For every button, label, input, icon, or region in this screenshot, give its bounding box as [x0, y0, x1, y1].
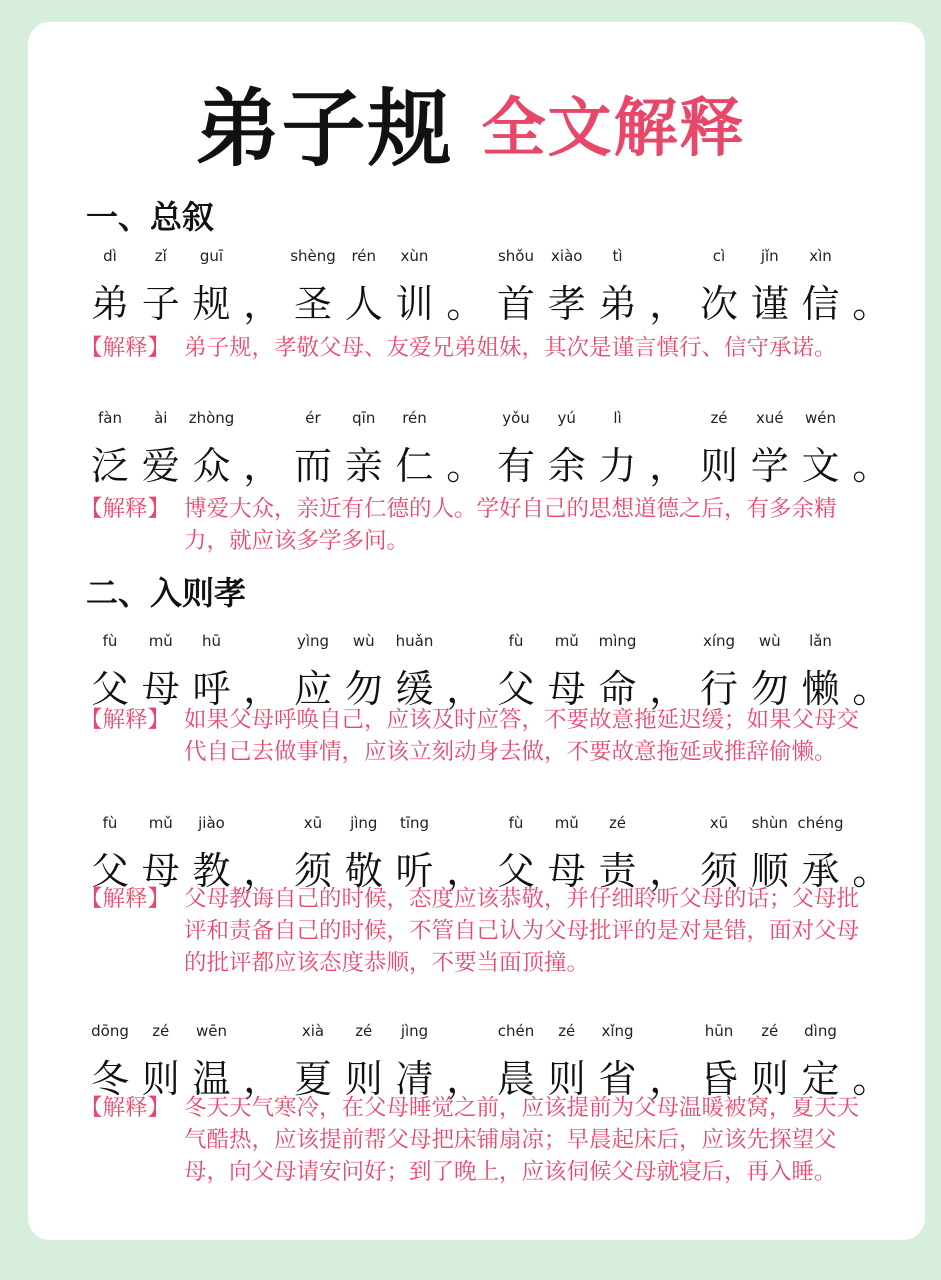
hanzi: 母: [141, 849, 180, 893]
pinyin: mìng: [598, 632, 637, 650]
hanzi: 仁: [395, 444, 434, 488]
pinyin: [237, 812, 287, 834]
pinyin: [846, 630, 896, 652]
verse-char-cell: [85, 245, 135, 329]
explanation: [80, 493, 880, 557]
hanzi: 命: [598, 667, 637, 711]
pinyin: mǔ: [148, 632, 173, 650]
verse-char-cell: [237, 245, 287, 329]
pinyin: huǎn: [395, 632, 434, 650]
pinyin: mǔ: [554, 632, 579, 650]
verse-char-cell: [846, 630, 896, 714]
verse-char-cell: [796, 630, 846, 714]
explanation-label: 【解释】: [80, 886, 171, 912]
pinyin: fù: [102, 632, 118, 650]
hanzi: 爱: [141, 444, 180, 488]
verse-char-cell: [643, 630, 693, 714]
hanzi: 须: [699, 849, 738, 893]
pinyin: zé: [761, 1022, 779, 1040]
pinyin: chéng: [797, 814, 844, 832]
pinyin: hūn: [704, 1022, 734, 1040]
hanzi: 晨: [496, 1057, 535, 1101]
pinyin: xùn: [400, 247, 429, 265]
verse-char-cell: [694, 630, 744, 714]
pinyin: shèng: [290, 247, 336, 265]
hanzi: ，: [243, 849, 282, 893]
hanzi: 教: [192, 849, 231, 893]
explanation-text: 冬天天气寒冷，在父母睡觉之前，应该提前为父母温暖被窝，夏天天气酷热，应该提前帮父母把床铺扇凉；早晨起床后，应该先探望父母，向父母请安问好；到了晚上，应该伺候父母就寝后，再入睡。: [184, 1095, 860, 1185]
verse-char-cell: [85, 630, 135, 714]
verse-char-cell: [390, 407, 440, 491]
pinyin: shùn: [751, 814, 788, 832]
pinyin: [643, 630, 693, 652]
hanzi: 行: [699, 667, 738, 711]
explanation-text: 博爱大众，亲近有仁德的人。学好自己的思想道德之后，有多余精力，就应该多学多问。: [184, 496, 837, 554]
pinyin: [237, 1020, 287, 1042]
pinyin: yìng: [296, 632, 330, 650]
explanation: [80, 883, 880, 979]
hanzi: ，: [243, 444, 282, 488]
pinyin: dìng: [804, 1022, 837, 1040]
verse-line: [85, 630, 897, 710]
pinyin: [440, 1020, 490, 1042]
pinyin: wén: [804, 409, 836, 427]
pinyin: qīn: [352, 409, 376, 427]
verse-char-cell: [390, 245, 440, 329]
explanation-label: 【解释】: [80, 1095, 171, 1121]
hanzi: ，: [649, 667, 688, 711]
pinyin: [643, 245, 693, 267]
hanzi: 首: [496, 282, 535, 326]
verse-char-cell: [745, 245, 795, 329]
pinyin: xìn: [809, 247, 832, 265]
pinyin: fù: [508, 814, 524, 832]
section-heading: 二、入则孝: [86, 574, 247, 612]
verse-char-cell: [694, 407, 744, 491]
verse-char-cell: [288, 407, 338, 491]
hanzi: 定: [801, 1057, 840, 1101]
pinyin: [846, 812, 896, 834]
hanzi: 则: [141, 1057, 180, 1101]
pinyin: wù: [758, 632, 781, 650]
verse-char-cell: [643, 407, 693, 491]
pinyin: xià: [301, 1022, 325, 1040]
hanzi: 呼: [192, 667, 231, 711]
page-title: [0, 62, 941, 183]
verse-char-cell: [288, 630, 338, 714]
pinyin: jìng: [400, 1022, 429, 1040]
verse-char-cell: [187, 630, 237, 714]
hanzi: 母: [547, 667, 586, 711]
hanzi: 则: [344, 1057, 383, 1101]
explanation-label: 【解释】: [80, 335, 171, 361]
pinyin: mǔ: [148, 814, 173, 832]
hanzi: 力: [598, 444, 637, 488]
pinyin: [440, 407, 490, 429]
pinyin: rén: [402, 409, 427, 427]
verse-line: [85, 1020, 897, 1100]
hanzi: 学: [750, 444, 789, 488]
hanzi: 顺: [750, 849, 789, 893]
verse-char-cell: [288, 245, 338, 329]
pinyin: dōng: [91, 1022, 129, 1040]
verse-line: [85, 245, 897, 325]
pinyin: [643, 1020, 693, 1042]
hanzi: 弟: [90, 282, 129, 326]
verse-char-cell: [339, 407, 389, 491]
verse-char-cell: [440, 630, 490, 714]
verse-char-cell: [745, 630, 795, 714]
hanzi: 母: [141, 667, 180, 711]
verse-char-cell: [846, 407, 896, 491]
hanzi: 夏: [293, 1057, 332, 1101]
hanzi: ，: [649, 849, 688, 893]
explanation: [80, 704, 880, 768]
pinyin: [846, 245, 896, 267]
hanzi: 母: [547, 849, 586, 893]
verse-char-cell: [187, 245, 237, 329]
pinyin: lǎn: [809, 632, 832, 650]
hanzi: ，: [649, 444, 688, 488]
hanzi: ，: [446, 1057, 485, 1101]
verse-line: [85, 407, 897, 487]
hanzi: ，: [649, 282, 688, 326]
hanzi: 责: [598, 849, 637, 893]
hanzi: 父: [90, 849, 129, 893]
pinyin: guī: [199, 247, 224, 265]
pinyin: [237, 630, 287, 652]
pinyin: fàn: [98, 409, 122, 427]
hanzi: 冬: [90, 1057, 129, 1101]
hanzi: 勿: [344, 667, 383, 711]
hanzi: 。: [852, 444, 891, 488]
verse-char-cell: [593, 407, 643, 491]
hanzi: 则: [699, 444, 738, 488]
explanation-text: 父母教诲自己的时候，态度应该恭敬，并仔细聆听父母的话；父母批评和责备自己的时候，不管自己认为父母批评的是对是错，面对父母的批评都应该态度恭顺，不要当面顶撞。: [184, 886, 860, 976]
verse-char-cell: [593, 630, 643, 714]
hanzi: ，: [243, 1057, 282, 1101]
hanzi: 有: [496, 444, 535, 488]
hanzi: 凊: [395, 1057, 434, 1101]
pinyin: ér: [305, 409, 321, 427]
pinyin: wù: [352, 632, 375, 650]
explanation-text: 如果父母呼唤自己，应该及时应答，不要故意拖延迟缓；如果父母交代自己去做事情，应该立刻动身去做，不要故意拖延或推辞偷懒。: [184, 707, 860, 765]
hanzi: 应: [293, 667, 332, 711]
pinyin: [846, 407, 896, 429]
verse-line: [85, 812, 897, 892]
pinyin: mǔ: [554, 814, 579, 832]
pinyin: yú: [557, 409, 576, 427]
hanzi: 缓: [395, 667, 434, 711]
pinyin: [643, 812, 693, 834]
hanzi: 温: [192, 1057, 231, 1101]
title-main: 弟子规: [195, 80, 454, 178]
verse-char-cell: [390, 630, 440, 714]
verse-char-cell: [491, 245, 541, 329]
pinyin: xū: [303, 814, 323, 832]
pinyin: jiào: [198, 814, 225, 832]
verse-char-cell: [136, 245, 186, 329]
pinyin: rén: [351, 247, 377, 265]
pinyin: fù: [102, 814, 118, 832]
hanzi: 众: [192, 444, 231, 488]
hanzi: 懒: [801, 667, 840, 711]
pinyin: zé: [558, 1022, 576, 1040]
pinyin: dì: [103, 247, 117, 265]
pinyin: [846, 1020, 896, 1042]
pinyin: ài: [154, 409, 168, 427]
pinyin: shǒu: [497, 247, 534, 265]
pinyin: lì: [613, 409, 622, 427]
hanzi: 余: [547, 444, 586, 488]
hanzi: 省: [598, 1057, 637, 1101]
pinyin: zé: [355, 1022, 373, 1040]
hanzi: 圣: [293, 282, 332, 326]
verse-char-cell: [796, 245, 846, 329]
pinyin: wēn: [195, 1022, 227, 1040]
pinyin: [643, 407, 693, 429]
hanzi: 弟: [598, 282, 637, 326]
verse-char-cell: [593, 245, 643, 329]
hanzi: 信: [801, 282, 840, 326]
hanzi: 文: [801, 444, 840, 488]
hanzi: 须: [293, 849, 332, 893]
pinyin: xǐng: [601, 1022, 634, 1040]
hanzi: 承: [801, 849, 840, 893]
pinyin: zé: [152, 1022, 170, 1040]
pinyin: zé: [608, 814, 627, 832]
hanzi: 。: [446, 444, 485, 488]
hanzi: 而: [293, 444, 332, 488]
hanzi: 子: [141, 282, 180, 326]
hanzi: ，: [446, 849, 485, 893]
pinyin: yǒu: [502, 409, 530, 427]
explanation: [80, 1092, 880, 1188]
hanzi: 听: [395, 849, 434, 893]
hanzi: 则: [750, 1057, 789, 1101]
hanzi: 规: [192, 282, 231, 326]
verse-char-cell: [542, 630, 592, 714]
explanation: [80, 332, 880, 364]
pinyin: cì: [712, 247, 726, 265]
verse-char-cell: [136, 630, 186, 714]
pinyin: tì: [612, 247, 623, 265]
verse-char-cell: [440, 245, 490, 329]
verse-char-cell: [542, 245, 592, 329]
pinyin: xíng: [702, 632, 736, 650]
hanzi: 泛: [90, 444, 129, 488]
hanzi: 昏: [699, 1057, 738, 1101]
pinyin: [440, 812, 490, 834]
verse-char-cell: [136, 407, 186, 491]
pinyin: [237, 245, 287, 267]
hanzi: ，: [243, 667, 282, 711]
hanzi: 敬: [344, 849, 383, 893]
verse-char-cell: [237, 630, 287, 714]
hanzi: 。: [852, 667, 891, 711]
explanation-label: 【解释】: [80, 707, 171, 733]
hanzi: 次: [699, 282, 738, 326]
hanzi: 。: [446, 282, 485, 326]
hanzi: 父: [496, 849, 535, 893]
pinyin: xiào: [551, 247, 583, 265]
verse-char-cell: [745, 407, 795, 491]
pinyin: jìng: [350, 814, 378, 832]
pinyin: zǐ: [154, 247, 167, 265]
verse-char-cell: [187, 407, 237, 491]
verse-char-cell: [846, 245, 896, 329]
pinyin: xū: [709, 814, 729, 832]
hanzi: ，: [649, 1057, 688, 1101]
pinyin: xué: [755, 409, 784, 427]
verse-char-cell: [440, 407, 490, 491]
pinyin: hū: [201, 632, 221, 650]
pinyin: zé: [710, 409, 728, 427]
hanzi: 父: [90, 667, 129, 711]
pinyin: fù: [508, 632, 524, 650]
verse-char-cell: [694, 245, 744, 329]
pinyin: [440, 245, 490, 267]
hanzi: ，: [446, 667, 485, 711]
pinyin: [237, 407, 287, 429]
hanzi: 训: [395, 282, 434, 326]
hanzi: 则: [547, 1057, 586, 1101]
verse-char-cell: [339, 245, 389, 329]
verse-char-cell: [542, 407, 592, 491]
pinyin: jǐn: [760, 247, 779, 265]
hanzi: 谨: [750, 282, 789, 326]
title-sub: 全文解释: [481, 91, 746, 166]
hanzi: 人: [344, 282, 383, 326]
hanzi: 勿: [750, 667, 789, 711]
verse-char-cell: [796, 407, 846, 491]
hanzi: 。: [852, 849, 891, 893]
explanation-label: 【解释】: [80, 496, 171, 522]
verse-char-cell: [339, 630, 389, 714]
hanzi: 亲: [344, 444, 383, 488]
hanzi: 父: [496, 667, 535, 711]
hanzi: 。: [852, 282, 891, 326]
hanzi: ，: [243, 282, 282, 326]
pinyin: tīng: [399, 814, 430, 832]
pinyin: [440, 630, 490, 652]
verse-char-cell: [85, 407, 135, 491]
pinyin: zhòng: [188, 409, 235, 427]
verse-char-cell: [643, 245, 693, 329]
hanzi: 孝: [547, 282, 586, 326]
explanation-text: 弟子规，孝敬父母、友爱兄弟姐妹，其次是谨言慎行、信守承诺。: [184, 335, 837, 361]
verse-char-cell: [491, 407, 541, 491]
verse-char-cell: [491, 630, 541, 714]
hanzi: 。: [852, 1057, 891, 1101]
pinyin: chén: [497, 1022, 535, 1040]
section-heading: 一、总叙: [86, 198, 215, 236]
verse-char-cell: [237, 407, 287, 491]
